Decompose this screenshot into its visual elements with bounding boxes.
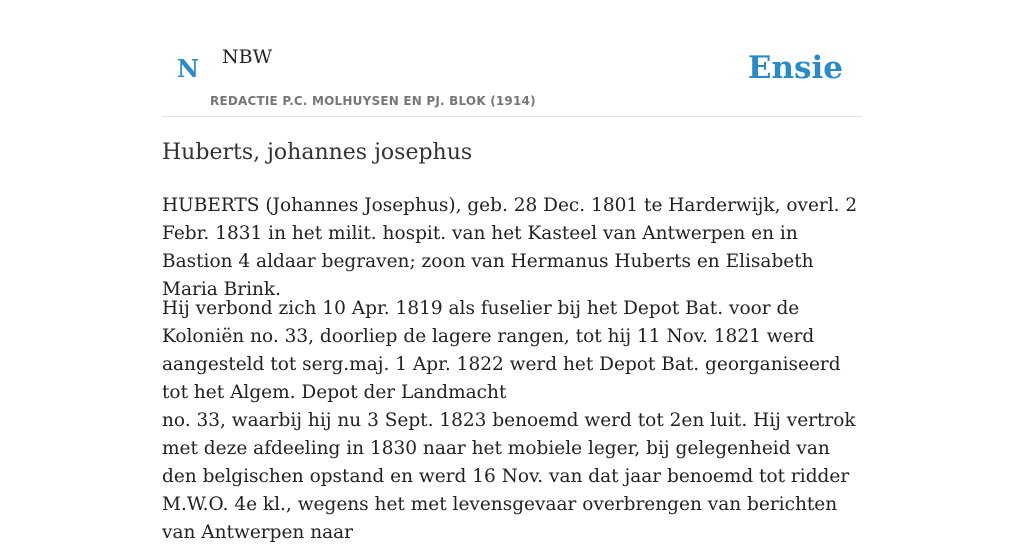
source-name-link[interactable]: NBW: [222, 46, 273, 68]
page-header: [162, 0, 862, 117]
article-paragraph-1: HUBERTS (Johannes Josephus), geb. 28 Dec. 1801 te Harderwijk, overl. 2 Febr. 1831 in het milit. hospit. van het Kasteel van Antwerpen en in Bastion 4 aldaar begraven; zoon van Hermanus Huberts en Elisabeth Maria Brink.: [162, 195, 858, 300]
article-paragraph-3: no. 33, waarbij hij nu 3 Sept. 1823 benoemd werd tot 2en luit. Hij vertrok met deze afdeeling in 1830 naar het mobiele leger, bij gelegenheid van den belgischen opstand en werd 16 Nov. van dat jaar benoemd tot ridder M.W.O. 4e kl., wegens het met levensgevaar overbrengen van berichten van Antwerpen naar: [162, 410, 856, 543]
source-subtitle: REDACTIE P.C. MOLHUYSEN EN PJ. BLOK (1914): [210, 94, 536, 108]
ensie-logo-link[interactable]: Ensie: [747, 50, 843, 86]
article-title: Huberts, johannes josephus: [162, 140, 473, 165]
article-paragraph-2: Hij verbond zich 10 Apr. 1819 als fuselier bij het Depot Bat. voor de Koloniën no. 33, doorliep de lagere rangen, tot hij 11 Nov. 1821 werd aangesteld tot serg.maj. 1 Apr. 1822 werd het Depot Bat. georganiseerd tot het Algem. Depot der Landmacht: [162, 298, 841, 403]
source-logo-icon[interactable]: N: [177, 54, 199, 83]
